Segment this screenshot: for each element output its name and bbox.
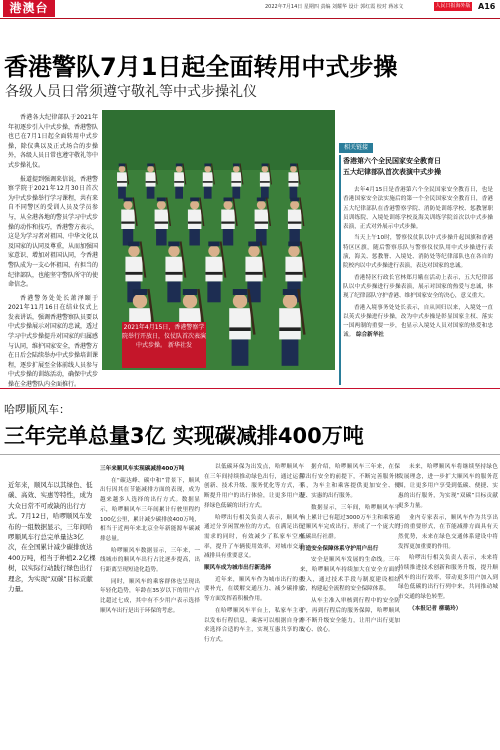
story1-body: [8, 113, 98, 394]
story2-column-4: [398, 463, 498, 617]
story2-paragraph: 数据显示，三年间，哈啰顺风车平台上累计已有超过3000万车主和乘客通过顺风车完成出行，形成了一个庞大的低碳出行社群。: [300, 504, 400, 540]
story1-paragraph: 报道提到强调来信说，香港警察学院于2021年12月30日首次为中式步操举行学习课程，共有来自不同警区的受训人员及学员参与，从全港各地的警员学习中式步操的动作和技巧，香港警方表示，这是为学习者对祖国、中华文化以及国家的认同及尊重，从而加强国家意识、增加对祖国认同，令香港警队成为一支心怀祖国、有担当的纪律部队，也能坚守警队所守的使命信念。: [8, 175, 99, 289]
section-divider: [0, 388, 500, 389]
story1-headline: 香港警队7月1日起全面转用中式步操: [4, 53, 398, 81]
story2-kicker: 哈啰顺风车：: [4, 403, 70, 416]
story2-paragraph: 安全是顺风车发展的生命线。三年来，哈啰顺风车持续加大在安全方面的投入，通过技术手段与制度建设相结合，构建起全流程的安全保障体系。: [300, 557, 400, 593]
story2-headline: 三年完单总量3亿 实现碳减排400万吨: [4, 424, 364, 448]
sidebar-tag: 相关链接: [339, 143, 373, 153]
sidebar-body: [343, 186, 493, 343]
story2-paragraph: 哈啰出行相关负责人表示，顺风车通过分享闲置座位的方式，在满足出行需求的同时，有效减少了私家车空座率，提升了车辆使用效率，对城市交通减排具有重要意义。: [204, 514, 304, 560]
story2-paragraph: 哈啰出行相关负责人表示，未来将持续推进技术创新和服务升级，提升顺风车的出行效率，带动更多用户加入到绿色低碳的出行行列中来，共同推动城市交通的绿色转型。: [398, 555, 498, 601]
story1-subheadline: 各级人员日常须遵守敬礼等中式步操礼仪: [5, 84, 257, 100]
newspaper-badge: 人民日报海外版: [435, 3, 471, 9]
story2-column-2: [204, 463, 304, 648]
story2-paragraph: 未来，哈啰顺风车将继续坚持绿色发展理念，进一步扩大顺风车的服务范围，让更多用户享受到低碳、便捷、实惠的出行服务，为实现“双碳”目标贡献更多力量。: [398, 464, 498, 509]
story2-paragraph: 近年来，顺风车作为城市出行的重要补充，在缓解交通压力、减少碳排放等方面发挥着积极作用。: [204, 576, 304, 603]
story2-column-1: [100, 463, 200, 619]
story2-paragraph: 业内专家表示，顺风车作为共享出行的重要形式，在节能减排方面具有天然优势，未来在绿色交通体系建设中将发挥更加重要的作用。: [398, 514, 498, 550]
story2-divider: [0, 454, 500, 455]
page-header: [0, 0, 500, 17]
story2-column-3: [300, 463, 400, 638]
sidebar-paragraph: 香港入境事务处处长表示，自从回归以来，入境处一直以英式步操进行步操，改为中式步操是彰显国家主权、落实一国两制的重要一步，也显示入境处人员对国家的热爱和忠诚。 综合新华社: [343, 304, 493, 339]
story2-paragraph: 从车主准入审核到行程中的安全防护，再到行程后的服务保障，哈啰顺风车不断升级安全能力，让用户出行更加安心、放心。: [300, 598, 400, 634]
story1-paragraph: 香港各大纪律部队于2021年年初逐步引入中式步操，香港警队也已在7月1日起全面转用中式步操，除仪典以及正式场合的步操外，各级人员日常也遵守敬礼等中式步操礼仪。: [8, 114, 99, 169]
story2-subheading: 打造安全保障体系守护用户出行: [300, 545, 379, 552]
story2-paragraph: 在“碳达峰、碳中和”背景下，顺风出行因其在节能减排方面的表现，成为越来越多人选择的出行方式。数据显示，哈啰顺风车三年间累计行驶里程约100亿公里，累计减少碳排放400万吨，相当于近两年来北京全年新能源车碳减排总量。: [100, 477, 200, 542]
sidebar-paragraph: 去年4月15日是香港第六个全民国家安全教育日，也是香港国家安全法实施后的第一个全民国家安全教育日，香港五大纪律部队在香港警察学院、消防处训练学校、惩教署职员训练院、入境处训练学校及海关训练学院首次以中式步操表演，正式对外展示中式步操。: [343, 187, 493, 231]
story2-paragraph: 哈啰顺风车数据显示，三年来，一线城市的顺风车出行占比逐步提高，出行距离呈现短途化趋势。: [100, 547, 200, 574]
sidebar-title: 香港第六个全民国家安全教育日 五大纪律部队首次表演中式步操: [343, 157, 441, 176]
story2-paragraph: 在哈啰顺风车平台上，私家车主可以发布行程信息，乘客可以根据自身需求选择合适的车主，实现互惠共享的出行方式。: [204, 607, 304, 643]
sidebar-paragraph: 香港特区行政长官林郑月娥在活动上表示，五大纪律部队以中式步操进行步操表演，展示对国家的热爱与忠诚，体现了纪律部队守护香港、维护国家安全的决心，意义重大。: [343, 274, 493, 300]
section-tag: 港澳台: [3, 0, 55, 17]
story2-subheading: 顺风车成为城市出行新选择: [204, 565, 272, 572]
photo-caption: 2021年4月15日，香港警察学院举行开放日，仪仗队首次表演中式步操。 新华社发: [122, 322, 206, 368]
story2-lead: 近年来，顺风车以其绿色、低碳、高效、实惠等特性，成为大众日常不可或缺的出行方式。7月12日，哈啰顺风车发布的一组数据显示，三年间哈啰顺风车行总完单量达3亿次，在全国累计减少碳排放达400万吨，相当于种植2.2亿棵树，以实际行动践行绿色出行理念，为实现“双碳”目标贡献力量。: [8, 481, 96, 594]
story2-paragraph: 以低碳环保为出发点，哈啰顺风车在三年间持续推动绿色出行，通过运营创新、技术升级、服务优化等方式，不断提升用户的出行体验，让更多用户选择绿色低碳的出行方式。: [204, 464, 304, 509]
page-number: A16: [478, 2, 496, 11]
story1-paragraph: 香港警务处处长萧泽颐于2021年11月16日在结业仪式上发表讲话，强调香港警察队员要以中式步操展示对国家的忠诚，透过学习中式步操提升对国家的归属感与认同，维护国家安全，香港警方在日后会陆续举办中式步操培训课程，逐步扩展至全体前线人员参与中式步操的训练活动，确保中式步操在全港警队内全面推行。: [8, 294, 99, 389]
story2-byline: （本报记者 柳璐玲）: [409, 605, 462, 612]
sidebar-sign: 综合新华社: [355, 332, 384, 339]
story2-paragraph: 同时，顺风车的乘客群体也呈现出年轻化趋势，年龄在35岁以下的用户占比超过七成，其中有不少用户表示选择顺风车出行是出于环保的考虑。: [100, 578, 200, 614]
date-info: 2022年7月14日 星期四 责编 刘耀华 设计 郭红霞 校对 蒋冰文: [265, 4, 404, 10]
header-divider: [0, 18, 500, 19]
story2-subheading: 三年来顺风车实现碳减排400万吨: [100, 466, 185, 472]
sidebar-paragraph: 当天上午10时，警察仪仗队以中式步操升起国旗和香港特区区旗，随后警察乐队与警察仪仗队用中式步操进行表演，海关、惩教署、入境处、消防处等纪律部队也在各自的院校内以中式步操进行表演，表达对国家的忠诚。: [343, 235, 493, 270]
story2-paragraph: 据介绍，哈啰顺风车三年来，在保障出行安全的前提下，不断完善服务体系，为车主和乘客提供更加安全、便捷、实惠的出行服务。: [300, 464, 400, 500]
